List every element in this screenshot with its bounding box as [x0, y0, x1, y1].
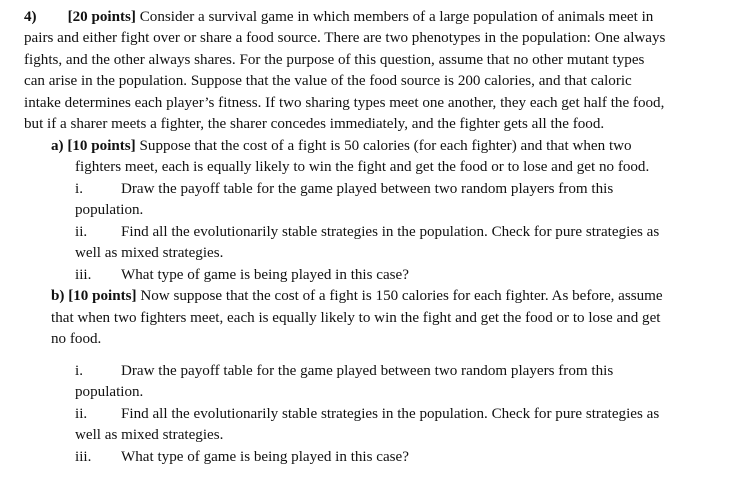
question-points: [20 points]: [67, 9, 136, 25]
item-text: Draw the payoff table for the game played between two random players from this: [121, 363, 614, 379]
item-numeral: ii.: [75, 224, 88, 240]
item-text: What type of game is being played in this case?: [121, 267, 409, 283]
item-numeral: i.: [75, 363, 83, 379]
item-text: Find all the evolutionarily stable strategies in the population. Check for pure strategies as: [121, 406, 660, 422]
part-b-text: no food.: [51, 331, 102, 347]
part-a-item-ii: [75, 222, 659, 243]
item-text-continued: well as mixed strategies.: [75, 427, 224, 443]
part-a-item-iii: [75, 265, 409, 286]
part-b-item-i: [75, 361, 613, 382]
item-numeral: iii.: [75, 449, 92, 465]
part-b-item-iii: [75, 447, 409, 468]
part-a-item-i: [75, 179, 613, 200]
item-text-continued: population.: [75, 384, 144, 400]
item-text: Find all the evolutionarily stable strategies in the population. Check for pure strategies as: [121, 224, 660, 240]
part-b-first-line: [51, 286, 663, 307]
intro-line: Consider a survival game in which members of a large population of animals meet in: [139, 9, 654, 25]
part-a-points: [10 points]: [67, 138, 136, 154]
item-text: What type of game is being played in this case?: [121, 449, 409, 465]
item-numeral: ii.: [75, 406, 88, 422]
intro-line: intake determines each player’s fitness. If two sharing types meet one another, they each get half the food,: [24, 95, 665, 111]
part-b-points: [10 points]: [68, 288, 137, 304]
item-numeral: iii.: [75, 267, 92, 283]
part-a-text: fighters meet, each is equally likely to win the fight and get the food or to lose and get no food.: [75, 159, 650, 175]
part-b-text: that when two fighters meet, each is equally likely to win the fight and get the food or to lose and get: [51, 310, 661, 326]
intro-line: fights, and the other always shares. For the purpose of this question, assume that no other mutant types: [24, 52, 645, 68]
item-text: Draw the payoff table for the game played between two random players from this: [121, 181, 614, 197]
part-a-text: Suppose that the cost of a fight is 50 calories (for each fighter) and that when two: [139, 138, 632, 154]
intro-line: can arise in the population. Suppose that the value of the food source is 200 calories, and that caloric: [24, 73, 632, 89]
part-b-text: Now suppose that the cost of a fight is 150 calories for each fighter. As before, assume: [140, 288, 663, 304]
item-numeral: i.: [75, 181, 83, 197]
intro-line: but if a sharer meets a fighter, the sharer concedes immediately, and the fighter gets all the food.: [24, 116, 605, 132]
intro-line: pairs and either fight over or share a food source. There are two phenotypes in the population: One always: [24, 30, 666, 46]
part-b-item-ii: [75, 404, 659, 425]
part-b-label: b): [51, 288, 65, 304]
item-text-continued: well as mixed strategies.: [75, 245, 224, 261]
question-first-line: [24, 7, 653, 28]
question-number: 4): [24, 9, 37, 25]
part-a-first-line: [51, 136, 632, 157]
part-a-label: a): [51, 138, 64, 154]
item-text-continued: population.: [75, 202, 144, 218]
